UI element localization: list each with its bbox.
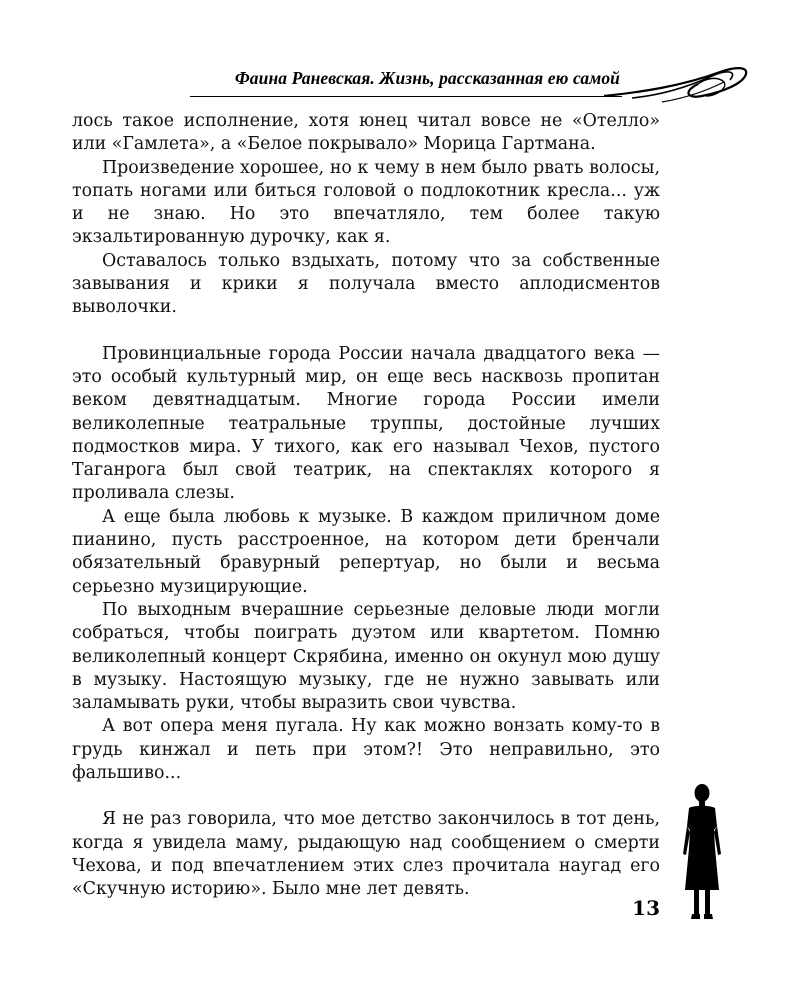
page-number: 13 [632,896,660,920]
calligraphic-swash-icon [602,58,752,106]
paragraph: Провинциальные города России начала двадцатого века — это особый культурный мир, он еще весь насквозь пропитан веком девятнадцатым. Многие города России имели великолепные театральные труппы, достойные лучших подмостков мира. У тихого, как его называл Чехов, пустого Таганрога был свой театрик, на спектаклях которого я проливала слезы. [72,343,660,504]
paragraph: Произведение хорошее, но к чему в нем было рвать волосы, топать ногами или биться головой о подлокотник кресла... уж и не знаю. Но это впечатляло, тем более такую экзальтированную дурочку, как я. [72,157,660,248]
paragraph: А еще была любовь к музыке. В каждом приличном доме пианино, пусть расстроенное, на котором дети бренчали обязательный бравурный репертуар, но были и весьма серьезно музицирующие. [72,506,660,597]
body-text [72,110,660,902]
section-gap [72,320,660,343]
paragraph: Я не раз говорила, что мое детство закончилось в тот день, когда я увидела маму, рыдающую над сообщением о смерти Чехова, и под впечатлением этих слез прочитала наугад его «Скучную историю». Было мне лет девять. [72,809,660,900]
woman-silhouette-icon [680,782,724,920]
header-rule [190,96,622,97]
running-header: Фаина Раневская. Жизнь, рассказанная ею самой [234,68,620,88]
paragraph: А вот опера меня пугала. Ну как можно вонзать кому-то в грудь кинжал и петь при этом?! Это неправильно, это фальшиво... [72,716,660,784]
paragraph: лось такое исполнение, хотя юнец читал вовсе не «Отелло» или «Гамлета», а «Белое покрывало» Морица Гартмана. [72,111,660,155]
paragraph: По выходным вчерашние серьезные деловые люди могли собраться, чтобы поиграть дуэтом или квартетом. Помню великолепный концерт Скрябина, именно он окунул мою душу в музыку. Настоящую музыку, где не нужно завывать или заламывать руки, чтобы выразить свои чувства. [72,599,660,714]
section-gap [72,785,660,808]
paragraph: Оставалось только вздыхать, потому что за собственные завывания и крики я получала вместо аплодисментов выволочки. [72,250,660,318]
